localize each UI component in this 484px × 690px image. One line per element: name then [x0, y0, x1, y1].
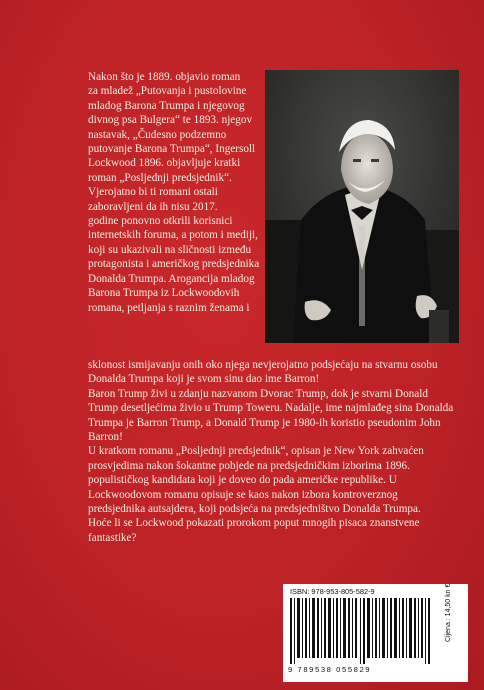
blurb-line: fantastike?	[88, 531, 137, 544]
blurb-line: internetskih foruma, a potom i mediji,	[88, 229, 258, 242]
blurb-continued	[88, 358, 458, 545]
blurb-line: Nakon što je 1889. objavio roman	[88, 71, 241, 83]
blurb-line: Barona Trumpa iz Lockwoodovih	[88, 287, 240, 300]
blurb-line: godine ponovno otkrili korisnici	[88, 215, 233, 228]
price-label: Cijena : 14,50 kn €	[445, 583, 452, 642]
blurb-line: Trump desetljećima živio u Trump Toweru. Nadalje, ime najmlađeg sina Donalda	[88, 402, 454, 415]
blurb-line: Donalda Trumpa koji je svom sinu dao ime Barron!	[88, 373, 320, 386]
blurb-line: Baron Trump živi u zdanju nazvanom Dvorac Trump, dok je stvarni Donald	[88, 387, 428, 400]
blurb-line: Lockwood 1896. objavljuje kratki	[88, 157, 241, 170]
blurb-line: za mladež „Putovanja i pustolovine	[88, 85, 247, 98]
blurb-line: Barron!	[88, 431, 123, 444]
blurb-line: prosvjedima nakon šokantne pobjede na predsjedničkim izborima 1896.	[88, 459, 410, 472]
blurb-top-column	[88, 70, 260, 315]
blurb-line: populističkog kandidata koji je doveo do pada američke republike. U	[88, 474, 397, 487]
barcode-graphic	[290, 598, 440, 664]
blurb-line: Hoće li se Lockwood pokazati prorokom poput mnogih pisaca znanstvene	[88, 517, 420, 530]
blurb-line: Trumpa je Barron Trump, a Donald Trump je 1980-ih koristio pseudonim John	[88, 416, 441, 429]
blurb-line: predsjednika autsajdera, koji podsjeća na predsjedništvo Donalda Trumpa.	[88, 503, 421, 516]
portrait-illustration	[265, 70, 459, 343]
blurb-line: sklonost ismijavanju onih oko njega nevjerojatno podsjećaju na stvarnu osobu	[88, 359, 438, 371]
isbn-text: ISBN: 978-953-805-582-9	[290, 587, 375, 596]
blurb-line: Lockwoodovom romanu opisuje se kaos nakon izbora kontroverznog	[88, 488, 398, 501]
barcode-digits: 9 789538 055829	[288, 665, 372, 674]
blurb-line: U kratkom romanu „Posljednji predsjednik“, opisan je New York zahvaćen	[88, 445, 424, 458]
blurb-line: putovanje Barona Trumpa“, Ingersoll	[88, 143, 256, 156]
blurb-line: Donalda Trumpa. Arogancija mladog	[88, 272, 255, 285]
blurb-line: mladog Barona Trumpa i njegovog	[88, 99, 245, 112]
blurb-line: romana, petljanja s raznim ženama i	[88, 301, 250, 314]
blurb-line: zaboravljeni da ih nisu 2017.	[88, 200, 218, 213]
blurb-line: Vjerojatno bi ti romani ostali	[88, 186, 218, 199]
author-portrait-photo	[265, 70, 459, 343]
blurb-line: nastavak, „Čudesno podzemno	[88, 128, 227, 141]
blurb-line: protagonista i američkog predsjednika	[88, 258, 260, 271]
blurb-line: roman „Posljednji predsjednik“.	[88, 171, 232, 184]
blurb-line: koji su ukazivali na sličnosti između	[88, 243, 252, 256]
isbn-barcode-label	[283, 584, 468, 682]
blurb-line: divnog psa Bulgera“ te 1893. njegov	[88, 114, 253, 127]
